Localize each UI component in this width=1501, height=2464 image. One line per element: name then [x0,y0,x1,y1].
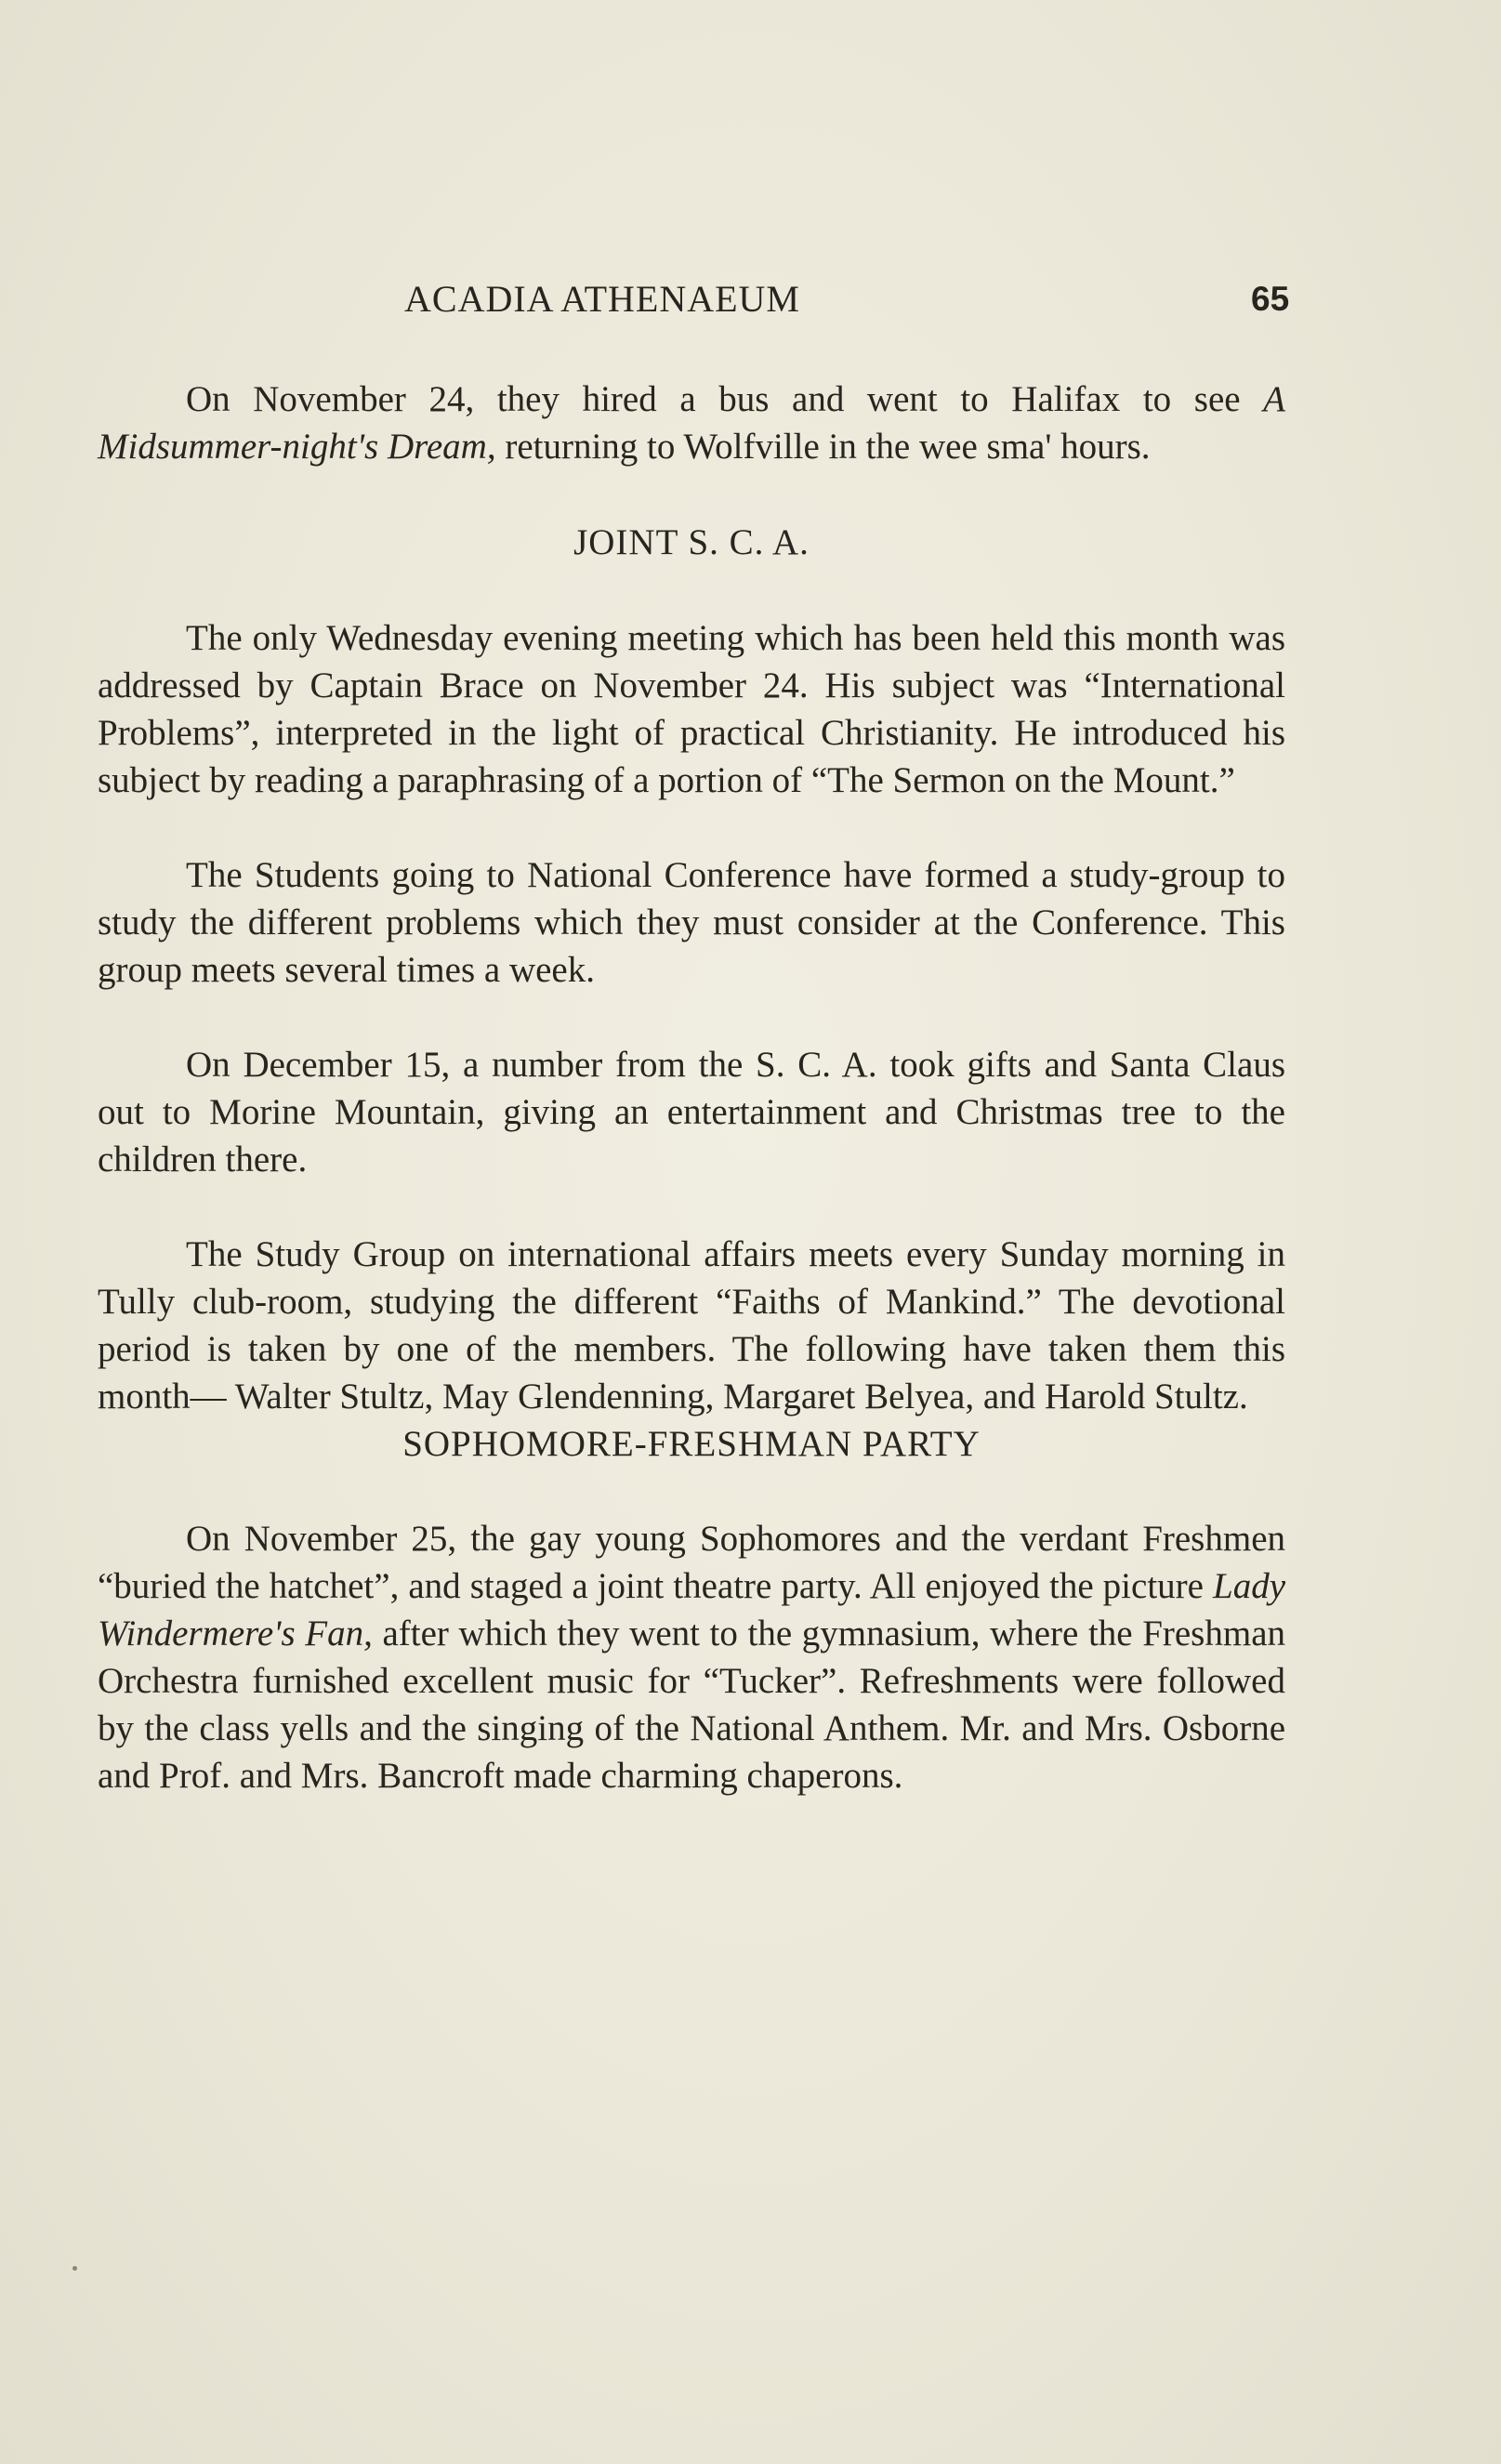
spacer [98,566,1285,614]
play-title: A Midsummer-night's Dream, [98,379,1285,467]
section-heading-party: SOPHOMORE-FRESHMAN PARTY [402,1424,981,1464]
paragraph-text: returning to Wolfville in the wee sma' hours. [495,427,1151,467]
paragraph-theatre-party [98,1515,1285,1799]
running-title: ACADIA ATHENAEUM [404,278,800,320]
section-heading-joint-sca: JOINT S. C. A. [573,522,810,562]
paragraph-text: On November 24, they hired a bus and went to Halifax to see [186,379,1264,419]
paper-speck [72,2266,77,2271]
paragraph-study-group: The Study Group on international affairs meets every Sunday morning in Tully club-room, studying the different “Faiths of Mankind.” The devotional period is taken by one of the members. The following have taken them this month— Walter Stultz, May Glendenning, Margaret Belyea, and Harold Stultz. [98,1234,1285,1416]
film-title: Lady Windermere's Fan, [98,1566,1285,1654]
paragraph-wednesday-meeting: The only Wednesday evening meeting which has been held this month was addressed by Captain Brace on November 24. His subject was “International Problems”, interpreted in the light of practical Christianity. He introduced his subject by reading a paraphrasing of a portion of “The Sermon on the Mount.” [98,618,1285,800]
paragraph-text: after which they went to the gymnasium, where the Freshman Orchestra furnished excellent music for “Tucker”. Refreshments were followed by the class yells and the singing of the National Anthem. Mr. and Mrs. Osborne and Prof. and Mrs. Bancroft made charming chaperons. [98,1614,1286,1796]
page-header [0,271,1501,327]
page-number: 65 [1251,280,1290,318]
paragraph-bus-trip [98,376,1285,470]
paragraph-morine-mountain: On December 15, a number from the S. C. A. took gifts and Santa Claus out to Morine Mountain, giving an entertainment and Christmas tree to the children there. [98,1045,1285,1179]
page-body [98,376,1285,1799]
spacer [98,994,1285,1041]
paragraph-national-conference: The Students going to National Conference have formed a study-group to study the different problems which they must consider at the Conference. This group meets several times a week. [98,855,1285,990]
paragraph-text: On November 25, the gay young Sophomores and the verdant Freshmen “buried the hatchet”, and staged a joint theatre party. All enjoyed the picture [98,1519,1285,1606]
spacer [98,804,1285,851]
spacer [98,470,1285,519]
spacer [98,1183,1285,1231]
spacer [98,1468,1285,1515]
